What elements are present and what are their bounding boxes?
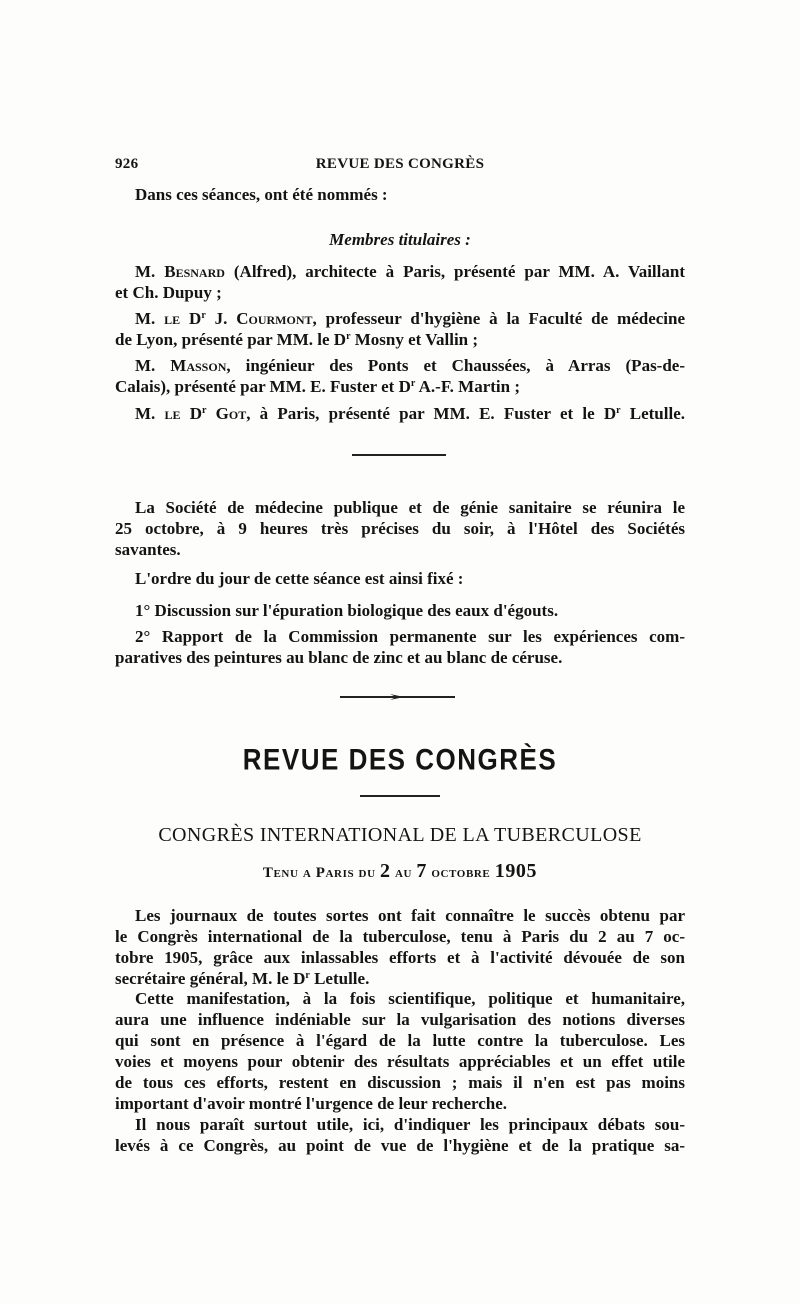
member-entry-line: de Lyon, présenté par MM. le $D^r$ Mosny et Vallin ; — [115, 330, 479, 349]
article-line: voies et moyens pour obtenir des résultats appréciables et un effet utile — [115, 1052, 685, 1071]
member-name: Got — [206, 404, 247, 423]
article-line: tobre 1905, grâce aux inlassables efforts et à l'activité dévouée de son — [115, 948, 685, 967]
article-line: levés à ce Congrès, au point de vue de l'hygiène et de la pratique sa- — [115, 1136, 685, 1155]
member-name: Besnard — [164, 262, 225, 281]
congress-title: CONGRÈS INTERNATIONAL DE LA TUBERCULOSE — [158, 824, 642, 846]
page-header — [115, 154, 685, 175]
separator-rule — [352, 454, 446, 456]
agenda-item: 1° Discussion sur l'épuration biologique des eaux d'égouts. — [135, 601, 559, 620]
members-heading: Membres titulaires : — [329, 230, 471, 249]
intro-line: Dans ces séances, ont été nommés : — [135, 185, 388, 204]
congress-subtitle: Tenu a Paris du 2 au 7 octobre 1905 — [262, 860, 538, 882]
ornament-divider — [340, 690, 455, 704]
meeting-line: La Société de médecine publique et de génie sanitaire se réunira le — [135, 498, 685, 517]
member-entry-line: M. Masson, ingénieur des Ponts et Chaussées, à Arras (Pas-de- — [135, 356, 686, 375]
member-name: Masson — [170, 356, 227, 375]
agenda-intro: L'ordre du jour de cette séance est ainsi fixé : — [135, 569, 464, 588]
article-line: le Congrès international de la tuberculose, tenu à Paris du 2 au 7 oc- — [115, 927, 685, 946]
article-line: de tous ces efforts, restent en discussion ; mais il n'en est pas moins — [115, 1073, 685, 1092]
article-line: aura une influence indéniable sur la vulgarisation des notions diverses — [115, 1010, 685, 1029]
page-number: 926 — [115, 156, 139, 172]
running-title: REVUE DES CONGRÈS — [315, 156, 485, 172]
separator-rule — [360, 795, 440, 797]
article-line: qui sont en présence à l'égard de la lutte contre la tuberculose. Les — [115, 1031, 685, 1050]
agenda-item: paratives des peintures au blanc de zinc et au blanc de céruse. — [115, 648, 563, 667]
member-entry-line: M. Besnard (Alfred), architecte à Paris, présenté par MM. A. Vaillant — [135, 262, 685, 281]
section-title: REVUE DES CONGRÈS — [242, 741, 558, 777]
meeting-line: savantes. — [115, 540, 181, 559]
article-line: Il nous paraît surtout utile, ici, d'indiquer les principaux débats sou- — [135, 1115, 685, 1134]
member-entry-line: Calais), présenté par MM. E. Fuster et $D^r$ A.-F. Martin ; — [115, 377, 520, 396]
member-entry-line: M. le $D^r$ Got, à Paris, présenté par MM. E. Fuster et le $D^r$ Letulle. — [135, 404, 686, 423]
agenda-item: 2° Rapport de la Commission permanente sur les expériences com- — [135, 627, 685, 646]
member-name: Courmont — [236, 309, 313, 328]
article-line: important d'avoir montré l'urgence de leur recherche. — [115, 1094, 508, 1113]
member-entry-line: M. le $D^r$ J. Courmont, professeur d'hygiène à la Faculté de médecine — [135, 309, 686, 328]
meeting-line: 25 octobre, à 9 heures très précises du soir, à l'Hôtel des Sociétés — [115, 519, 685, 538]
article-line: Les journaux de toutes sortes ont fait connaître le succès obtenu par — [135, 906, 685, 925]
member-entry-line: et Ch. Dupuy ; — [115, 283, 222, 302]
article-line: Cette manifestation, à la fois scientifique, politique et humanitaire, — [135, 989, 685, 1008]
article-line: secrétaire général, M. le $D^r$ Letulle. — [115, 969, 370, 988]
